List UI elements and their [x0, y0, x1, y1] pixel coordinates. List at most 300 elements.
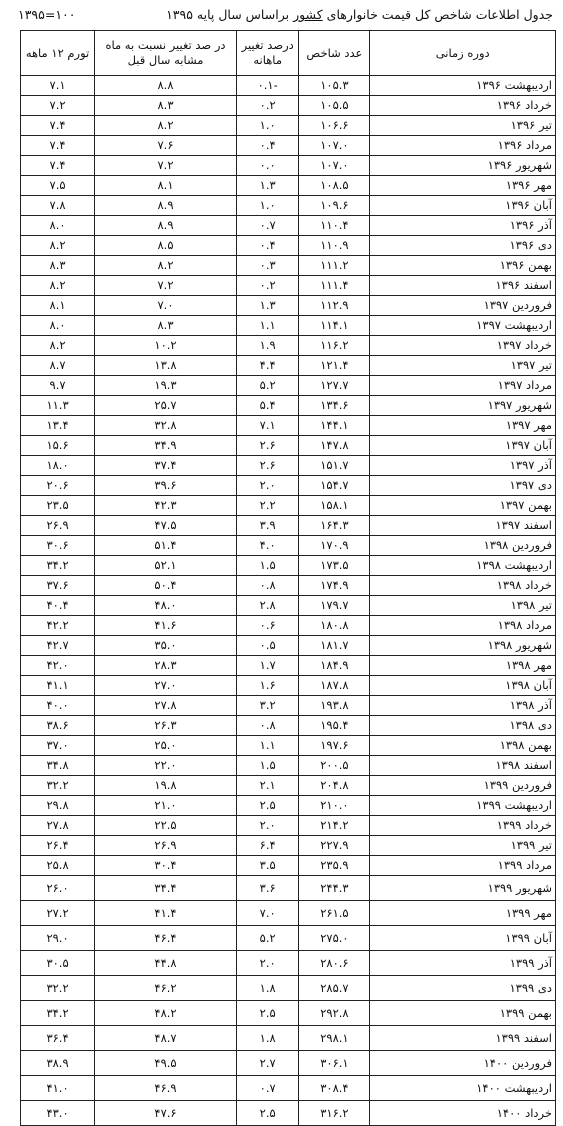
row-inflation-12m: ۸.۰ — [21, 216, 95, 236]
row-yoy-change: ۴۸.۰ — [95, 596, 237, 616]
table-row — [21, 716, 556, 736]
row-yoy-change: ۸.۲ — [95, 116, 237, 136]
row-inflation-12m: ۱۳.۴ — [21, 416, 95, 436]
table-row — [21, 396, 556, 416]
row-inflation-12m: ۳۴.۲ — [21, 1001, 95, 1026]
row-yoy-change: ۴۶.۴ — [95, 926, 237, 951]
row-yoy-change: ۳۴.۴ — [95, 876, 237, 901]
row-inflation-12m: ۳۰.۵ — [21, 951, 95, 976]
row-inflation-12m: ۴۰.۴ — [21, 596, 95, 616]
row-inflation-12m: ۴۲.۷ — [21, 636, 95, 656]
row-monthly-change: ۰.۳ — [236, 256, 299, 276]
row-yoy-change: ۴۶.۹ — [95, 1076, 237, 1101]
row-yoy-change: ۵۰.۴ — [95, 576, 237, 596]
row-monthly-change: ۲.۵ — [236, 1001, 299, 1026]
row-period: اردیبهشت ۱۳۹۹ — [370, 796, 556, 816]
table-row — [21, 1026, 556, 1051]
row-inflation-12m: ۱۸.۰ — [21, 456, 95, 476]
row-yoy-change: ۲۵.۷ — [95, 396, 237, 416]
row-inflation-12m: ۳۷.۶ — [21, 576, 95, 596]
row-index: ۱۳۴.۶ — [299, 396, 370, 416]
row-period: آذر ۱۳۹۸ — [370, 696, 556, 716]
row-period: مرداد ۱۳۹۸ — [370, 616, 556, 636]
table-row — [21, 336, 556, 356]
row-period: شهریور ۱۳۹۹ — [370, 876, 556, 901]
row-yoy-change: ۸.۲ — [95, 256, 237, 276]
row-inflation-12m: ۳۸.۹ — [21, 1051, 95, 1076]
row-period: شهریور ۱۳۹۷ — [370, 396, 556, 416]
row-inflation-12m: ۴۱.۰ — [21, 1076, 95, 1101]
row-inflation-12m: ۲۷.۸ — [21, 816, 95, 836]
row-index: ۲۶۱.۵ — [299, 901, 370, 926]
row-period: خرداد ۱۳۹۶ — [370, 96, 556, 116]
row-index: ۱۱۱.۴ — [299, 276, 370, 296]
table-row — [21, 416, 556, 436]
row-index: ۱۰۹.۶ — [299, 196, 370, 216]
row-yoy-change: ۲۸.۳ — [95, 656, 237, 676]
row-index: ۱۲۱.۴ — [299, 356, 370, 376]
row-yoy-change: ۴۱.۴ — [95, 901, 237, 926]
table-row — [21, 276, 556, 296]
row-inflation-12m: ۴۰.۰ — [21, 696, 95, 716]
title-part-2: براساس سال پایه ۱۳۹۵ — [166, 7, 290, 22]
row-period: اردیبهشت ۱۳۹۸ — [370, 556, 556, 576]
row-yoy-change: ۷.۶ — [95, 136, 237, 156]
row-yoy-change: ۸.۱ — [95, 176, 237, 196]
row-monthly-change: -۰.۱ — [236, 76, 299, 96]
row-index: ۱۰۶.۶ — [299, 116, 370, 136]
table-row — [21, 356, 556, 376]
row-index: ۱۹۳.۸ — [299, 696, 370, 716]
row-period: فروردین ۱۳۹۷ — [370, 296, 556, 316]
row-period: بهمن ۱۳۹۶ — [370, 256, 556, 276]
row-period: دی ۱۳۹۸ — [370, 716, 556, 736]
row-monthly-change: ۲.۵ — [236, 796, 299, 816]
table-row — [21, 951, 556, 976]
row-monthly-change: ۱.۱ — [236, 316, 299, 336]
row-index: ۲۷۵.۰ — [299, 926, 370, 951]
row-index: ۱۰۵.۵ — [299, 96, 370, 116]
row-period: آبان ۱۳۹۹ — [370, 926, 556, 951]
row-index: ۲۹۲.۸ — [299, 1001, 370, 1026]
row-period: دی ۱۳۹۶ — [370, 236, 556, 256]
row-monthly-change: ۲.۲ — [236, 496, 299, 516]
row-period: بهمن ۱۳۹۹ — [370, 1001, 556, 1026]
row-yoy-change: ۷.۲ — [95, 276, 237, 296]
row-yoy-change: ۸.۵ — [95, 236, 237, 256]
row-monthly-change: ۶.۴ — [236, 836, 299, 856]
table-row — [21, 616, 556, 636]
table-row — [21, 316, 556, 336]
row-yoy-change: ۲۱.۰ — [95, 796, 237, 816]
row-period: شهریور ۱۳۹۸ — [370, 636, 556, 656]
row-monthly-change: ۲.۷ — [236, 1051, 299, 1076]
row-monthly-change: ۵.۲ — [236, 376, 299, 396]
row-index: ۱۷۹.۷ — [299, 596, 370, 616]
row-monthly-change: ۱.۵ — [236, 756, 299, 776]
row-inflation-12m: ۸.۰ — [21, 316, 95, 336]
row-period: مرداد ۱۳۹۷ — [370, 376, 556, 396]
row-index: ۳۱۶.۲ — [299, 1101, 370, 1126]
table-row — [21, 156, 556, 176]
table-row — [21, 576, 556, 596]
row-monthly-change: ۱.۷ — [236, 656, 299, 676]
row-period: مهر ۱۳۹۹ — [370, 901, 556, 926]
row-period: اسفند ۱۳۹۹ — [370, 1026, 556, 1051]
row-monthly-change: ۳.۲ — [236, 696, 299, 716]
row-monthly-change: ۰.۴ — [236, 136, 299, 156]
row-period: تیر ۱۳۹۸ — [370, 596, 556, 616]
row-inflation-12m: ۸.۳ — [21, 256, 95, 276]
row-period: بهمن ۱۳۹۷ — [370, 496, 556, 516]
row-index: ۱۵۸.۱ — [299, 496, 370, 516]
row-monthly-change: ۲.۵ — [236, 1101, 299, 1126]
row-period: دی ۱۳۹۷ — [370, 476, 556, 496]
row-inflation-12m: ۳۴.۲ — [21, 556, 95, 576]
row-monthly-change: ۰.۶ — [236, 616, 299, 636]
row-yoy-change: ۳۷.۴ — [95, 456, 237, 476]
table-row — [21, 456, 556, 476]
header-period: دوره زمانی — [370, 31, 556, 76]
row-yoy-change: ۳۲.۸ — [95, 416, 237, 436]
row-index: ۱۹۷.۶ — [299, 736, 370, 756]
row-yoy-change: ۸.۹ — [95, 216, 237, 236]
row-index: ۱۶۴.۳ — [299, 516, 370, 536]
row-index: ۲۱۰.۰ — [299, 796, 370, 816]
row-period: بهمن ۱۳۹۸ — [370, 736, 556, 756]
row-index: ۱۴۷.۸ — [299, 436, 370, 456]
row-index: ۱۱۴.۱ — [299, 316, 370, 336]
table-row — [21, 636, 556, 656]
row-period: اسفند ۱۳۹۶ — [370, 276, 556, 296]
row-yoy-change: ۱۰.۲ — [95, 336, 237, 356]
row-index: ۱۸۴.۹ — [299, 656, 370, 676]
row-monthly-change: ۱.۸ — [236, 976, 299, 1001]
row-inflation-12m: ۴۱.۱ — [21, 676, 95, 696]
table-row — [21, 736, 556, 756]
row-index: ۲۰۴.۸ — [299, 776, 370, 796]
table-row — [21, 776, 556, 796]
row-inflation-12m: ۷.۲ — [21, 96, 95, 116]
table-row — [21, 256, 556, 276]
row-period: مرداد ۱۳۹۹ — [370, 856, 556, 876]
row-monthly-change: ۰.۷ — [236, 1076, 299, 1101]
row-period: آبان ۱۳۹۸ — [370, 676, 556, 696]
row-index: ۱۰۵.۳ — [299, 76, 370, 96]
table-row — [21, 1051, 556, 1076]
table-row — [21, 1076, 556, 1101]
table-row — [21, 296, 556, 316]
row-yoy-change: ۲۵.۰ — [95, 736, 237, 756]
row-index: ۱۱۰.۴ — [299, 216, 370, 236]
row-monthly-change: ۱.۰ — [236, 116, 299, 136]
row-yoy-change: ۳۹.۶ — [95, 476, 237, 496]
row-yoy-change: ۲۶.۳ — [95, 716, 237, 736]
row-monthly-change: ۰.۷ — [236, 216, 299, 236]
row-inflation-12m: ۴۲.۰ — [21, 656, 95, 676]
row-index: ۱۷۴.۹ — [299, 576, 370, 596]
row-yoy-change: ۴۲.۳ — [95, 496, 237, 516]
table-row — [21, 796, 556, 816]
base-year-note: ۱۳۹۵=۱۰۰ — [18, 7, 76, 22]
row-yoy-change: ۸.۳ — [95, 96, 237, 116]
row-period: شهریور ۱۳۹۶ — [370, 156, 556, 176]
row-index: ۱۸۱.۷ — [299, 636, 370, 656]
row-monthly-change: ۰.۸ — [236, 576, 299, 596]
row-yoy-change: ۷.۲ — [95, 156, 237, 176]
row-inflation-12m: ۷.۱ — [21, 76, 95, 96]
row-monthly-change: ۰.۵ — [236, 636, 299, 656]
table-row — [21, 856, 556, 876]
row-index: ۲۰۰.۵ — [299, 756, 370, 776]
row-yoy-change: ۴۶.۲ — [95, 976, 237, 1001]
table-row — [21, 656, 556, 676]
row-index: ۳۰۸.۴ — [299, 1076, 370, 1101]
row-inflation-12m: ۲۵.۸ — [21, 856, 95, 876]
row-period: خرداد ۱۴۰۰ — [370, 1101, 556, 1126]
row-period: آذر ۱۳۹۶ — [370, 216, 556, 236]
row-monthly-change: ۲.۰ — [236, 816, 299, 836]
row-period: خرداد ۱۳۹۸ — [370, 576, 556, 596]
table-row — [21, 196, 556, 216]
row-yoy-change: ۱۳.۸ — [95, 356, 237, 376]
row-monthly-change: ۲.۰ — [236, 951, 299, 976]
row-yoy-change: ۴۸.۲ — [95, 1001, 237, 1026]
row-index: ۱۸۷.۸ — [299, 676, 370, 696]
table-row — [21, 216, 556, 236]
table-row — [21, 926, 556, 951]
row-inflation-12m: ۳۲.۲ — [21, 776, 95, 796]
table-row — [21, 376, 556, 396]
table-row — [21, 96, 556, 116]
row-period: مهر ۱۳۹۸ — [370, 656, 556, 676]
row-index: ۱۸۰.۸ — [299, 616, 370, 636]
row-period: تیر ۱۳۹۶ — [370, 116, 556, 136]
row-monthly-change: ۳.۵ — [236, 856, 299, 876]
row-index: ۱۵۴.۷ — [299, 476, 370, 496]
table-row — [21, 76, 556, 96]
table-row — [21, 756, 556, 776]
row-monthly-change: ۲.۸ — [236, 596, 299, 616]
row-monthly-change: ۵.۲ — [236, 926, 299, 951]
row-monthly-change: ۰.۰ — [236, 156, 299, 176]
row-inflation-12m: ۱۱.۳ — [21, 396, 95, 416]
table-row — [21, 176, 556, 196]
header-inflation-12m: تورم ۱۲ ماهه — [21, 31, 95, 76]
row-monthly-change: ۵.۴ — [236, 396, 299, 416]
row-yoy-change: ۳۰.۴ — [95, 856, 237, 876]
table-row — [21, 676, 556, 696]
row-inflation-12m: ۲۰.۶ — [21, 476, 95, 496]
row-monthly-change: ۰.۸ — [236, 716, 299, 736]
row-monthly-change: ۰.۴ — [236, 236, 299, 256]
header-index: عدد شاخص — [299, 31, 370, 76]
row-index: ۲۸۵.۷ — [299, 976, 370, 1001]
row-period: تیر ۱۳۹۹ — [370, 836, 556, 856]
row-monthly-change: ۱.۵ — [236, 556, 299, 576]
row-period: مرداد ۱۳۹۶ — [370, 136, 556, 156]
row-yoy-change: ۴۱.۶ — [95, 616, 237, 636]
row-monthly-change: ۱.۳ — [236, 176, 299, 196]
row-period: خرداد ۱۳۹۷ — [370, 336, 556, 356]
row-yoy-change: ۱۹.۳ — [95, 376, 237, 396]
row-inflation-12m: ۹.۷ — [21, 376, 95, 396]
table-row — [21, 696, 556, 716]
row-period: مهر ۱۳۹۶ — [370, 176, 556, 196]
row-yoy-change: ۸.۳ — [95, 316, 237, 336]
row-inflation-12m: ۳۲.۲ — [21, 976, 95, 1001]
table-row — [21, 116, 556, 136]
row-monthly-change: ۳.۶ — [236, 876, 299, 901]
row-monthly-change: ۷.۱ — [236, 416, 299, 436]
row-inflation-12m: ۱۵.۶ — [21, 436, 95, 456]
row-index: ۱۲۷.۷ — [299, 376, 370, 396]
row-period: خرداد ۱۳۹۹ — [370, 816, 556, 836]
row-index: ۱۱۰.۹ — [299, 236, 370, 256]
row-index: ۱۱۲.۹ — [299, 296, 370, 316]
row-yoy-change: ۴۸.۷ — [95, 1026, 237, 1051]
document-title — [166, 6, 553, 24]
table-row — [21, 556, 556, 576]
row-index: ۱۰۷.۰ — [299, 136, 370, 156]
row-inflation-12m: ۲۳.۵ — [21, 496, 95, 516]
row-period: فروردین ۱۴۰۰ — [370, 1051, 556, 1076]
title-part-country: کشور — [293, 7, 323, 22]
title-part-1: جدول اطلاعات شاخص کل قیمت خانوارهای — [326, 7, 553, 22]
row-yoy-change: ۸.۸ — [95, 76, 237, 96]
row-inflation-12m: ۷.۸ — [21, 196, 95, 216]
row-monthly-change: ۲.۶ — [236, 436, 299, 456]
row-inflation-12m: ۸.۲ — [21, 236, 95, 256]
row-monthly-change: ۰.۲ — [236, 96, 299, 116]
row-yoy-change: ۴۴.۸ — [95, 951, 237, 976]
row-inflation-12m: ۳۸.۶ — [21, 716, 95, 736]
row-inflation-12m: ۲۶.۹ — [21, 516, 95, 536]
row-index: ۲۴۴.۳ — [299, 876, 370, 901]
row-period: دی ۱۳۹۹ — [370, 976, 556, 1001]
table-row — [21, 836, 556, 856]
row-inflation-12m: ۳۰.۶ — [21, 536, 95, 556]
row-yoy-change: ۲۶.۹ — [95, 836, 237, 856]
row-inflation-12m: ۲۹.۰ — [21, 926, 95, 951]
header-yoy-change: در صد تغییر نسبت به ماه مشابه سال قبل — [95, 31, 237, 76]
row-period: تیر ۱۳۹۷ — [370, 356, 556, 376]
table-row — [21, 976, 556, 1001]
row-index: ۱۹۵.۴ — [299, 716, 370, 736]
row-period: مهر ۱۳۹۷ — [370, 416, 556, 436]
row-yoy-change: ۱۹.۸ — [95, 776, 237, 796]
row-index: ۲۹۸.۱ — [299, 1026, 370, 1051]
row-inflation-12m: ۷.۴ — [21, 156, 95, 176]
row-monthly-change: ۱.۶ — [236, 676, 299, 696]
header-monthly-change: درصد تغییر ماهانه — [236, 31, 299, 76]
row-period: آذر ۱۳۹۹ — [370, 951, 556, 976]
row-index: ۱۴۴.۱ — [299, 416, 370, 436]
row-yoy-change: ۴۷.۶ — [95, 1101, 237, 1126]
row-yoy-change: ۲۲.۵ — [95, 816, 237, 836]
row-index: ۲۳۵.۹ — [299, 856, 370, 876]
row-inflation-12m: ۲۶.۰ — [21, 876, 95, 901]
row-inflation-12m: ۷.۴ — [21, 116, 95, 136]
row-period: آبان ۱۳۹۷ — [370, 436, 556, 456]
row-inflation-12m: ۸.۲ — [21, 336, 95, 356]
row-yoy-change: ۲۷.۰ — [95, 676, 237, 696]
row-inflation-12m: ۸.۲ — [21, 276, 95, 296]
table-row — [21, 536, 556, 556]
row-yoy-change: ۳۵.۰ — [95, 636, 237, 656]
row-index: ۳۰۶.۱ — [299, 1051, 370, 1076]
row-period: اسفند ۱۳۹۷ — [370, 516, 556, 536]
row-monthly-change: ۱.۹ — [236, 336, 299, 356]
row-period: اردیبهشت ۱۳۹۶ — [370, 76, 556, 96]
row-period: اسفند ۱۳۹۸ — [370, 756, 556, 776]
table-row — [21, 876, 556, 901]
row-inflation-12m: ۳۴.۸ — [21, 756, 95, 776]
row-inflation-12m: ۸.۷ — [21, 356, 95, 376]
row-index: ۱۷۰.۹ — [299, 536, 370, 556]
row-index: ۱۵۱.۷ — [299, 456, 370, 476]
row-monthly-change: ۰.۲ — [236, 276, 299, 296]
table-row — [21, 901, 556, 926]
row-monthly-change: ۳.۹ — [236, 516, 299, 536]
row-monthly-change: ۱.۸ — [236, 1026, 299, 1051]
table-row — [21, 236, 556, 256]
row-inflation-12m: ۸.۱ — [21, 296, 95, 316]
row-inflation-12m: ۲۶.۴ — [21, 836, 95, 856]
row-monthly-change: ۱.۳ — [236, 296, 299, 316]
row-period: اردیبهشت ۱۴۰۰ — [370, 1076, 556, 1101]
row-yoy-change: ۵۱.۴ — [95, 536, 237, 556]
table-row — [21, 1101, 556, 1126]
row-period: اردیبهشت ۱۳۹۷ — [370, 316, 556, 336]
row-inflation-12m: ۳۶.۴ — [21, 1026, 95, 1051]
table-header-row — [21, 31, 556, 76]
row-period: فروردین ۱۳۹۹ — [370, 776, 556, 796]
row-monthly-change: ۱.۱ — [236, 736, 299, 756]
row-period: آذر ۱۳۹۷ — [370, 456, 556, 476]
table-row — [21, 516, 556, 536]
cpi-table — [20, 30, 556, 1126]
row-index: ۱۱۶.۲ — [299, 336, 370, 356]
row-index: ۲۲۷.۹ — [299, 836, 370, 856]
row-monthly-change: ۲.۰ — [236, 476, 299, 496]
table-row — [21, 496, 556, 516]
row-index: ۱۷۳.۵ — [299, 556, 370, 576]
row-monthly-change: ۴.۰ — [236, 536, 299, 556]
row-yoy-change: ۲۲.۰ — [95, 756, 237, 776]
row-index: ۱۰۸.۵ — [299, 176, 370, 196]
row-monthly-change: ۷.۰ — [236, 901, 299, 926]
table-row — [21, 596, 556, 616]
row-inflation-12m: ۴۲.۲ — [21, 616, 95, 636]
row-monthly-change: ۴.۴ — [236, 356, 299, 376]
row-inflation-12m: ۷.۵ — [21, 176, 95, 196]
row-yoy-change: ۷.۰ — [95, 296, 237, 316]
row-yoy-change: ۴۷.۵ — [95, 516, 237, 536]
table-row — [21, 136, 556, 156]
row-index: ۲۱۴.۲ — [299, 816, 370, 836]
row-period: فروردین ۱۳۹۸ — [370, 536, 556, 556]
row-index: ۲۸۰.۶ — [299, 951, 370, 976]
row-yoy-change: ۴۹.۵ — [95, 1051, 237, 1076]
table-row — [21, 816, 556, 836]
row-index: ۱۰۷.۰ — [299, 156, 370, 176]
row-yoy-change: ۵۲.۱ — [95, 556, 237, 576]
row-inflation-12m: ۲۷.۲ — [21, 901, 95, 926]
table-row — [21, 1001, 556, 1026]
row-yoy-change: ۳۴.۹ — [95, 436, 237, 456]
row-monthly-change: ۱.۰ — [236, 196, 299, 216]
